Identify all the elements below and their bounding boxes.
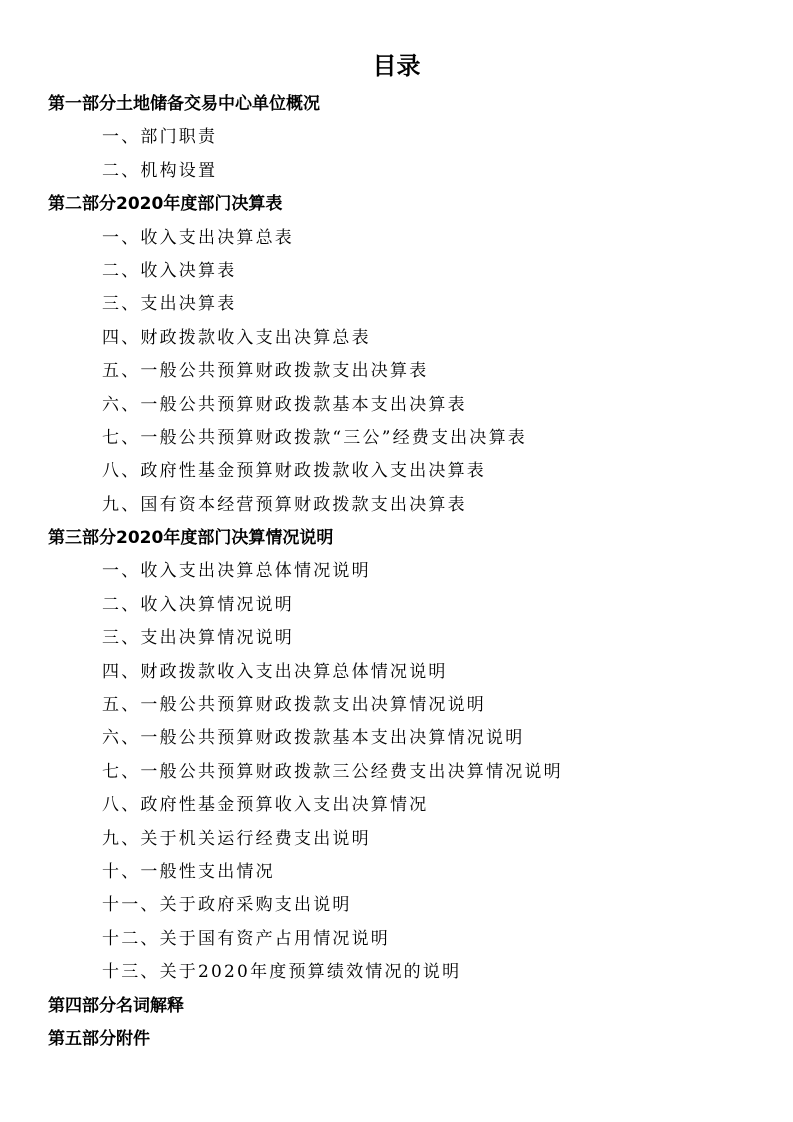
- toc-item: 十、一般性支出情况: [102, 861, 275, 882]
- table-of-contents: [0, 88, 793, 1056]
- toc-item: 二、收入决算表: [102, 260, 237, 281]
- toc-part-heading: 第一部分土地储备交易中心单位概况: [48, 94, 320, 114]
- toc-item: 三、支出决算表: [102, 294, 237, 315]
- toc-item: 三、支出决算情况说明: [102, 628, 294, 649]
- page-title: 目录: [372, 52, 421, 80]
- toc-part-heading: 第三部分2020年度部门决算情况说明: [48, 528, 334, 549]
- toc-item: 五、一般公共预算财政拨款支出决算情况说明: [102, 695, 486, 716]
- toc-item: 六、一般公共预算财政拨款基本支出决算情况说明: [102, 728, 525, 749]
- toc-item: 十二、关于国有资产占用情况说明: [102, 928, 390, 949]
- toc-item: 八、政府性基金预算财政拨款收入支出决算表: [102, 461, 486, 482]
- toc-item: 四、财政拨款收入支出决算总体情况说明: [102, 661, 448, 682]
- toc-item: 十一、关于政府采购支出说明: [102, 895, 352, 916]
- toc-item: 一、收入支出决算总表: [102, 227, 294, 248]
- toc-item: 一、收入支出决算总体情况说明: [102, 561, 371, 582]
- toc-item: 六、一般公共预算财政拨款基本支出决算表: [102, 394, 467, 415]
- toc-item: 七、一般公共预算财政拨款“三公”经费支出决算表: [102, 427, 527, 448]
- toc-item: 一、部门职责: [102, 127, 218, 148]
- toc-item: 二、机构设置: [102, 160, 218, 181]
- toc-item: 二、收入决算情况说明: [102, 594, 294, 615]
- toc-part-heading: 第四部分名词解释: [48, 995, 184, 1016]
- toc-part-heading: 第五部分附件: [48, 1028, 150, 1049]
- toc-item: 五、一般公共预算财政拨款支出决算表: [102, 361, 429, 382]
- toc-item: 八、政府性基金预算收入支出决算情况: [102, 795, 429, 816]
- toc-item: 七、一般公共预算财政拨款三公经费支出决算情况说明: [102, 761, 563, 782]
- toc-item: 十三、关于2020年度预算绩效情况的说明: [102, 962, 462, 983]
- toc-item: 九、关于机关运行经费支出说明: [102, 828, 371, 849]
- toc-item: 九、国有资本经营预算财政拨款支出决算表: [102, 494, 467, 515]
- toc-part-heading: 第二部分2020年度部门决算表: [48, 194, 283, 215]
- toc-item: 四、财政拨款收入支出决算总表: [102, 327, 371, 348]
